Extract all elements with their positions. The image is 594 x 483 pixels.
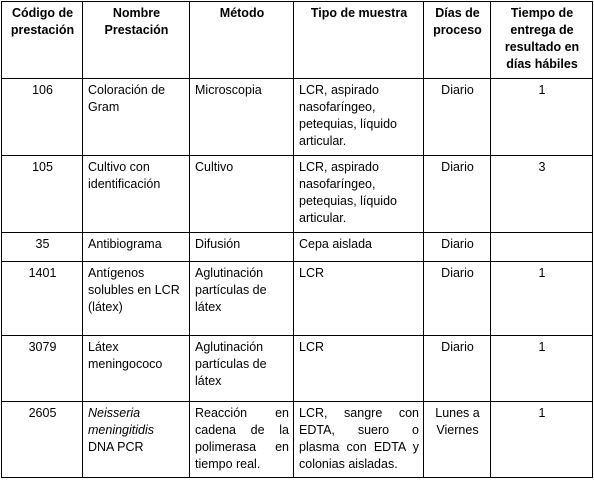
- table-row: [2, 156, 593, 233]
- cell-delivery: 1: [491, 79, 593, 156]
- cell-days: Diario: [424, 233, 491, 262]
- cell-sample: LCR, sangre con EDTA, suero o plasma con EDTA y colonias aisladas.: [294, 402, 424, 478]
- table-row: [2, 233, 593, 262]
- cell-code: 2605: [2, 402, 83, 478]
- header-tiempo-entrega: Tiempo de entrega de resultado en días hábiles: [491, 2, 593, 79]
- cell-sample: LCR, aspirado nasofaríngeo, petequias, líquido articular.: [294, 79, 424, 156]
- cell-delivery: 3: [491, 156, 593, 233]
- cell-code: 105: [2, 156, 83, 233]
- cell-name: Cultivo con identificación: [83, 156, 190, 233]
- header-row: [2, 2, 593, 79]
- cell-days: Diario: [424, 336, 491, 402]
- table-row: [2, 79, 593, 156]
- cell-name: Antígenos solubles en LCR (látex): [83, 262, 190, 336]
- cell-sample: LCR: [294, 336, 424, 402]
- cell-days: Diario: [424, 79, 491, 156]
- cell-method: Aglutinación partículas de látex: [190, 336, 294, 402]
- header-metodo: Método: [190, 2, 294, 79]
- cell-days: Diario: [424, 262, 491, 336]
- table-row: [2, 262, 593, 336]
- cell-code: 35: [2, 233, 83, 262]
- cell-method: Aglutinación partículas de látex: [190, 262, 294, 336]
- cell-days: Diario: [424, 156, 491, 233]
- cell-method: Microscopia: [190, 79, 294, 156]
- cell-name-italic: Neisseria meningitidis: [88, 406, 155, 437]
- table-row: [2, 336, 593, 402]
- cell-method: Reacción en cadena de la polimerasa en tiempo real.: [190, 402, 294, 478]
- cell-code: 106: [2, 79, 83, 156]
- cell-sample: LCR: [294, 262, 424, 336]
- cell-code: 3079: [2, 336, 83, 402]
- cell-sample: Cepa aislada: [294, 233, 424, 262]
- header-codigo: Código de prestación: [2, 2, 83, 79]
- cell-delivery: 1: [491, 262, 593, 336]
- cell-name-rest: DNA PCR: [88, 440, 144, 454]
- header-nombre: Nombre Prestación: [83, 2, 190, 79]
- services-table: [1, 1, 593, 478]
- cell-name: [83, 402, 190, 478]
- cell-delivery: [491, 233, 593, 262]
- cell-code: 1401: [2, 262, 83, 336]
- cell-delivery: 1: [491, 336, 593, 402]
- header-tipo-muestra: Tipo de muestra: [294, 2, 424, 79]
- cell-name: Antibiograma: [83, 233, 190, 262]
- cell-method: Cultivo: [190, 156, 294, 233]
- cell-name: Coloración de Gram: [83, 79, 190, 156]
- cell-delivery: 1: [491, 402, 593, 478]
- table-row: [2, 402, 593, 478]
- header-dias-proceso: Días de proceso: [424, 2, 491, 79]
- cell-days: Lunes a Viernes: [424, 402, 491, 478]
- cell-sample: LCR, aspirado nasofaríngeo, petequias, líquido articular.: [294, 156, 424, 233]
- cell-name: Látex meningococo: [83, 336, 190, 402]
- cell-method: Difusión: [190, 233, 294, 262]
